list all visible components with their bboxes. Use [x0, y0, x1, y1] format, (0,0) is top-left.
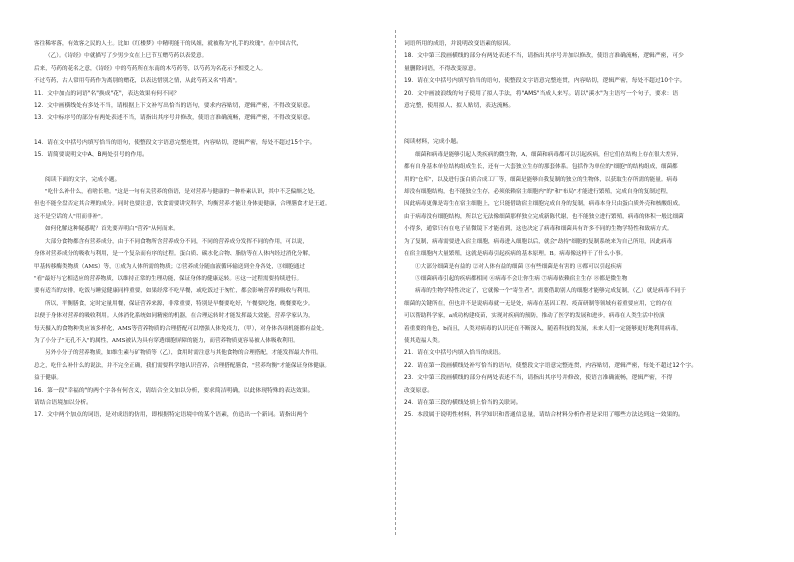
- passage-line: 可以帮助科学家，a成功构建疫苗，实现对疾病的预防，推动了医学的发展和进步，病毒在人类生活中扮演: [404, 313, 665, 320]
- question-line: 量删除词语，不得改变原意。: [404, 65, 480, 72]
- left-column: [34, 38, 386, 422]
- passage-line: 身体对营养成分的吸收与利用，是一个复杂而有序的过程。蛋白质、碳水化合物、脂肪等在人体内经过消化分解，: [34, 251, 314, 258]
- spacer: [404, 124, 762, 136]
- question-line: 20．文中画波浪线的句子使用了拟人手法，将"AMS"当成人来写。请以"溪水"为主语写一个句子，要求：语: [404, 90, 679, 97]
- passage-line: 使其造福人类。: [404, 337, 444, 344]
- question-line: 21．请在文中括号内填入恰当的成语。: [404, 350, 505, 357]
- passage-line: 为了小分子"无孔不入"的属性，AMS被认为具有穿透细胞屏障的能力，而营养物质更容易被人体吸收利用。: [34, 337, 299, 344]
- passage-line: 在宿主细胞内大量繁殖，这就是病毒引起疾病的基本原理。B。病毒像这样干了什么小事。: [404, 251, 627, 258]
- passage-line: 客往稀零落，有效客之民的人士。比如《红楼梦》中精明能干的凤姐，就被称为"扎手的玫瑰"。在中国古代，: [34, 41, 303, 47]
- passage-line: 所以，平衡膳食，定时定量用餐，保证营养来源，非常重要，特别是早餐要吃好，午餐要吃饱，晚餐要吃少。: [45, 300, 314, 307]
- question-line: 22．请在第一段画横线处补写恰当的语句，使整段文字语意完整连贯，内容贴切，逻辑严密，每处不超过12个字。: [404, 362, 698, 369]
- passage-line: 细菌和病毒是能够引起人类疾病的微生物，A，细菌和病毒都可以引起疾病，但它们在结构上存在很大差异，: [415, 151, 682, 158]
- passage-line: 却没有细胞结构，也不能独立生存，必须依赖宿主细胞内"的"和"布局"才能进行繁殖，完成自身的复制过程，: [404, 189, 672, 196]
- passage-line: 细菌的关键所在，但也并不是说病毒就一无是处，病毒在基因工程、疫苗研制等领域有着重要应用，它的存在: [404, 300, 673, 307]
- question-line: 23．文中第三段画横线的部分有两处表述不当，请指出其序号并修改，使语言准确流畅，逻辑严密，不得: [404, 375, 673, 382]
- question-line: 改变原意。: [404, 387, 433, 394]
- question-line: 11．文中加点的词语"名"换成"花"，表达效果有何不同？: [34, 90, 180, 97]
- question-line: 16．第一段"幸福的"的两个字各有何含义，请结合全文加以分析，要求简洁明确，以此体现特殊的表达效果。: [34, 387, 314, 394]
- passage-line: 为了复制，病毒需要进入宿主细胞，病毒进入细胞以后，就会"劫持"细胞的复制系统来为自己所用，因此病毒: [404, 238, 673, 245]
- question-line: 词语所用的成语，并说明改变语素的原因。: [404, 41, 515, 47]
- passage-line: 每天摄入的食物种类应该多样化，AMS等营养物质的合理搭配可以增强人体免疫力，（甲），对身体各项机能都有益处。: [34, 325, 328, 332]
- passage-line: （乙）。《诗经》中就描写了少男少女在上巳节互赠芍药以表爱意。: [45, 53, 208, 60]
- question-line: 阅读材料，完成小题。: [404, 139, 462, 146]
- passage-line: 另外小分子的营养物质，如维生素与矿物质等（乙），食用时需注意与其他食物的合理搭配，才能发挥最大作用。: [45, 350, 322, 357]
- passage-line: 都有自身基本单位结构组成生长，还有一大套独立生存的那套体系。包括作为单位的"细胞"的结构组成，细菌都: [404, 164, 678, 171]
- question-line: 13．文中标序号的部分有两处表述不当，请指出其序号并修改，使语言准确流畅，逻辑严密，不得改变原意。: [34, 115, 314, 122]
- passage-line: 如何化解这种疑惑呢？首先要弄明白"营养"从何而来。: [45, 226, 179, 233]
- passage-line: 甲基转移酶类物质（AMS）等，①成为人体所需的物质；②营养成分随血液循环输送到全身各处，③细胞通过: [34, 263, 305, 270]
- passage-line: ①大部分细菌是有益的 ②对人体有益的细菌 ③有些细菌是有害的 ④都可以引起疾病: [415, 263, 622, 270]
- spacer: [404, 112, 762, 124]
- passage-line: 小得多，通常只有在电子显微镜下才能看到，这也决定了病毒和细菌具有许多不同的生物学特性和致病方式。: [404, 226, 673, 233]
- question-line: 25．本段属于说明性材料，科学知识和普通信息量，请结合材料分析作者是采用了哪些方法达到这一效果的。: [404, 412, 684, 419]
- spacer: [34, 162, 386, 174]
- passage-line: 这不是空话的人"用而非补"。: [34, 213, 107, 220]
- passage-line: 后来，芍药的花名之意，《诗经》中的芍药所在东南的木芍药等，以芍药为名花示予相爱之人。: [34, 65, 267, 72]
- passage-line: 用的"仓库"，以及进行蛋白质合成工厂等，细菌是能够自我复制的独立的生物体，以获取生存所需的能量。病毒: [404, 176, 678, 183]
- question-line: 15．请简要说明文中A、B两处引号的作用。: [34, 152, 148, 159]
- question-line: 请结合语境加以分析。: [34, 399, 92, 406]
- passage-line: "看"最好与它相适应的营养物质，以维持正常的生理功能，保证身体的健康运转。④这一过程需要持续进行。: [34, 275, 303, 282]
- question-line: 12．文中画横线处有多处不当，请根据上下文补写出恰当的语句，要求内容贴切，逻辑严密，不得改变原意。: [34, 103, 314, 110]
- right-column: [404, 38, 762, 422]
- passage-line: 但也不能全盘否定其合理的成分。同时也要注意，饮食需要讲究科学，均衡营养才能让身体更健康，合理膳食才是王道。: [34, 201, 331, 208]
- column-divider: [395, 30, 397, 535]
- question-line: 19．请在文中括号内填写恰当的语句，使整段文字语意完整连贯，内容贴切，逻辑严密，每处不超过10个字。: [404, 78, 686, 85]
- question-line: 24．请在第三段的横线处填上恰当的关联词。: [404, 399, 522, 406]
- passage-line: 以便于身体对营养的吸收利用。人体消化系统如同精密的机器，在合理运转时才能发挥最大效能，营养学家认为，: [34, 313, 314, 320]
- passage-line: 不过芍药，古人常用芍药作为离别的赠花，以表达惜别之情，从此芍药又名"将离"。: [34, 78, 241, 85]
- passage-line: 因此病毒更像是寄生在宿主细胞上，它只能借助宿主细胞完成自身的复制，病毒本身只由蛋白质外壳和核酸组成。: [404, 201, 684, 208]
- passage-line: ⑤细菌病毒引起的疾病都相同 ⑥病毒不会让你生病 ⑦病毒依赖宿主生存 ⑧都是微生物: [415, 275, 628, 282]
- question-line: 14．请在文中括号内填写恰当的语句，使整段文字语意完整连贯，内容贴切，逻辑严密，每处不超过15个字。: [34, 139, 316, 146]
- passage-line: 大部分食物都含有营养成分，由于不同食物所含营养成分不同，不同的营养成分发挥不同的作用，可以说，: [45, 238, 308, 245]
- question-line: 意完整，使用拟人、拟人贴切，表达流畅。: [404, 103, 515, 110]
- passage-line: 总之，吃什么补什么的说法，并不完全正确，我们需要科学地认识营养，合理搭配膳食，"营养均衡"才能保证身体健康。: [34, 362, 331, 369]
- passage-line: 要有适当的安排，吃饭与睡觉健康同样重要，如果经常不吃早餐，或吃饭过于匆忙，都会影响营养的吸收与利用。: [34, 288, 314, 295]
- passage-line: 病毒的生物学特性决定了，它就像一个"寄生者"，需要借助别人的细胞才能够完成复制，（乙）就是病毒不同于: [415, 288, 686, 295]
- passage-line: 由于病毒没有细胞结构，所以它无法像细菌那样独立完成新陈代谢，也不能独立进行繁殖，病毒的体积一般比细菌: [404, 213, 684, 220]
- question-line: 17．文中两个加点的词语，是对成语的仿用，即根据特定语境中的某个语素，仿造出一个新词。请指出两个: [34, 412, 309, 419]
- passage-line: 着重要的角色，b而且，人类对病毒的认识还在不断深入，随着科技的发展，未来人们一定能够更好地利用病毒，: [404, 325, 682, 332]
- question-line: 18．文中第三段画横线的部分有两处表述不当，请指出其序号并加以修改，使语言准确流畅，逻辑严密，可少: [404, 53, 684, 60]
- spacer: [34, 125, 386, 137]
- passage-line: 益于健康。: [34, 375, 62, 382]
- question-line: 阅读下面的文字，完成小题。: [45, 176, 121, 183]
- passage-line: "吃什么补什么，看啥长啥。"这是一句有关营养的俗语，是对营养与健康的一种朴素认识，其中不乏偏颇之处，: [45, 189, 319, 196]
